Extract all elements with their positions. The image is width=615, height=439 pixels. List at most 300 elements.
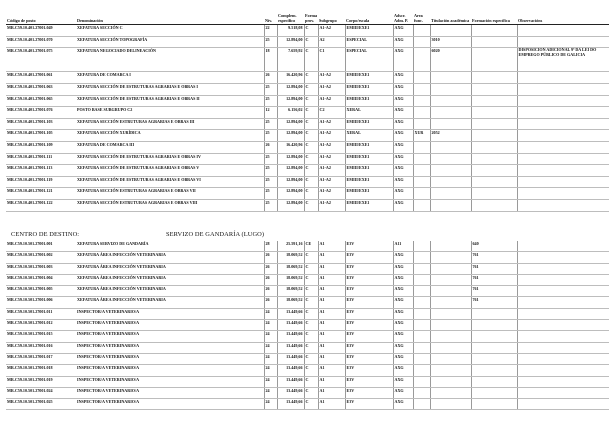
level-cell: 25 (264, 199, 277, 211)
functional-area-cell (413, 48, 430, 72)
provision-form-cell: C (304, 353, 318, 364)
position-code-cell: MR.C59.10.401.27001.111 (6, 153, 76, 165)
positions-table-livestock (6, 241, 609, 410)
corps-scale-cell: EMIII/EXE1 (345, 141, 393, 153)
academic-degree-cell (430, 353, 471, 364)
corps-scale-cell: EMIII/EXE1 (345, 118, 393, 130)
functional-area-cell (413, 72, 430, 84)
provision-form-cell: C (304, 252, 318, 263)
subgroup-cell: A1-A2 (318, 176, 345, 188)
level-cell: 25 (264, 176, 277, 188)
specific-training-cell (471, 83, 517, 95)
functional-area-cell (413, 165, 430, 177)
provision-form-cell: C (304, 365, 318, 376)
adscription-cell: AXG (393, 399, 413, 410)
denomination-cell: INSPECTOR/A VETERINARIO/A (76, 387, 264, 398)
adscription-cell: AXG (393, 36, 413, 48)
provision-form-cell: C (304, 320, 318, 331)
specific-complement-cell: 12.894,00 (277, 188, 304, 200)
table-row (6, 387, 609, 398)
corps-scale-cell: ESPECIAL (345, 48, 393, 72)
positions-table (6, 14, 609, 212)
denomination-cell: XEFATURA ÁREA INFECCIÓN VETERINARIA (76, 263, 264, 274)
level-cell: 24 (264, 342, 277, 353)
academic-degree-cell (430, 297, 471, 308)
table-row (6, 72, 609, 84)
corps-scale-cell: E3V (345, 353, 393, 364)
functional-area-cell (413, 141, 430, 153)
academic-degree-cell (430, 95, 471, 107)
subgroup-cell: C2 (318, 107, 345, 119)
table-row (6, 48, 609, 72)
observations-cell (517, 153, 609, 165)
denomination-cell: XEFATURA SECCIÓN ESTRUTURAS AGRARIAS E OBRAS III (76, 118, 264, 130)
functional-area-cell (413, 25, 430, 37)
position-code-cell: MR.C59.10.401.27001.061 (6, 72, 76, 84)
specific-training-cell (471, 188, 517, 200)
provision-form-cell: C (304, 376, 318, 387)
table-row (6, 130, 609, 142)
academic-degree-cell (430, 342, 471, 353)
specific-complement-cell: 12.894,00 (277, 83, 304, 95)
header-corps: Corpo/escala (345, 14, 393, 25)
observations-cell (517, 36, 609, 48)
specific-complement-cell: 25.591,16 (277, 241, 304, 252)
observations-cell (517, 72, 609, 84)
functional-area-cell (413, 188, 430, 200)
header-training: Formación específica (471, 14, 517, 25)
specific-complement-cell: 18.069,52 (277, 274, 304, 285)
denomination-cell: INSPECTOR/A VETERINARIO/A (76, 376, 264, 387)
provision-form-cell: C (304, 130, 318, 142)
specific-complement-cell: 18.069,52 (277, 297, 304, 308)
provision-form-cell: C (304, 153, 318, 165)
level-cell: 25 (264, 36, 277, 48)
table-row (6, 241, 609, 252)
observations-cell (517, 399, 609, 410)
specific-complement-cell: 18.069,52 (277, 263, 304, 274)
provision-form-cell: C (304, 263, 318, 274)
corps-scale-cell: XERAL (345, 107, 393, 119)
subgroup-cell: C1 (318, 48, 345, 72)
specific-training-cell: 761 (471, 252, 517, 263)
denomination-cell: XEFATURA DE COMARCA I (76, 72, 264, 84)
academic-degree-cell (430, 387, 471, 398)
specific-training-cell (471, 95, 517, 107)
observations-cell (517, 118, 609, 130)
academic-degree-cell (430, 320, 471, 331)
specific-complement-cell: 13.449,66 (277, 331, 304, 342)
table-row (6, 118, 609, 130)
table-row (6, 286, 609, 297)
denomination-cell: XEFATURA SECCIÓN ESTRUTURAS AGRARIAS E OBRAS VII (76, 188, 264, 200)
specific-complement-cell: 12.894,00 (277, 153, 304, 165)
specific-training-cell: 761 (471, 286, 517, 297)
specific-complement-cell: 18.069,52 (277, 252, 304, 263)
specific-training-cell (471, 342, 517, 353)
subgroup-cell: A1 (318, 241, 345, 252)
level-cell: 26 (264, 72, 277, 84)
functional-area-cell (413, 199, 430, 211)
specific-training-cell (471, 365, 517, 376)
academic-degree-cell: 6020 (430, 48, 471, 72)
specific-complement-cell: 13.449,66 (277, 308, 304, 319)
specific-training-cell (471, 331, 517, 342)
subgroup-cell: A1-A2 (318, 118, 345, 130)
specific-training-cell (471, 320, 517, 331)
header-subgroup: Subgrupo (318, 14, 345, 25)
academic-degree-cell (430, 241, 471, 252)
provision-form-cell: C (304, 118, 318, 130)
academic-degree-cell: 3010 (430, 36, 471, 48)
functional-area-cell (413, 36, 430, 48)
header-code: Código de posto (6, 14, 76, 25)
subgroup-cell: A1-A2 (318, 165, 345, 177)
level-cell: 28 (264, 241, 277, 252)
provision-form-cell: C (304, 36, 318, 48)
specific-training-cell (471, 399, 517, 410)
corps-scale-cell: E3V (345, 241, 393, 252)
observations-cell (517, 141, 609, 153)
academic-degree-cell (430, 165, 471, 177)
specific-complement-cell: 13.449,66 (277, 353, 304, 364)
position-code-cell: MR.C59.10.501.27001.001 (6, 241, 76, 252)
position-code-cell: MR.C59.10.501.27001.018 (6, 365, 76, 376)
adscription-cell: AXG (393, 165, 413, 177)
table-row (6, 320, 609, 331)
subgroup-cell: A1-A2 (318, 25, 345, 37)
denomination-cell: XEFATURA SECCIÓN DE ESTRUTURAS AGRARIAS E OBRAS V (76, 165, 264, 177)
table-row (6, 308, 609, 319)
academic-degree-cell (430, 376, 471, 387)
position-code-cell: MR.C59.10.501.27001.002 (6, 252, 76, 263)
provision-form-cell: CE (304, 241, 318, 252)
corps-scale-cell: E3V (345, 274, 393, 285)
functional-area-cell (413, 387, 430, 398)
level-cell: 24 (264, 399, 277, 410)
specific-complement-cell: 6.156,02 (277, 107, 304, 119)
denomination-cell: INSPECTOR/A VETERINARIO/A (76, 365, 264, 376)
level-cell: 26 (264, 263, 277, 274)
subgroup-cell: A1-A2 (318, 153, 345, 165)
level-cell: 26 (264, 297, 277, 308)
denomination-cell: XEFATURA ÁREA INFECCIÓN VETERINARIA (76, 286, 264, 297)
academic-degree-cell (430, 107, 471, 119)
corps-scale-cell: E3V (345, 320, 393, 331)
level-cell: 26 (264, 286, 277, 297)
position-code-cell: MR.C59.10.401.27001.105 (6, 130, 76, 142)
denomination-cell: XEFATURA SECCIÓN C (76, 25, 264, 37)
specific-training-cell (471, 36, 517, 48)
denomination-cell: INSPECTOR/A VETERINARIO/A (76, 342, 264, 353)
provision-form-cell: C (304, 399, 318, 410)
corps-scale-cell: E3V (345, 252, 393, 263)
position-code-cell: MR.C59.10.501.27001.025 (6, 399, 76, 410)
subgroup-cell: A1 (318, 365, 345, 376)
specific-complement-cell: 16.420,96 (277, 72, 304, 84)
subgroup-cell: A1 (318, 286, 345, 297)
academic-degree-cell (430, 25, 471, 37)
position-code-cell: MR.C59.10.501.27001.015 (6, 331, 76, 342)
provision-form-cell: C (304, 274, 318, 285)
adscription-cell: AXG (393, 130, 413, 142)
table-row (6, 83, 609, 95)
header-degree: Titulación académica (430, 14, 471, 25)
position-code-cell: MR.C59.10.401.27001.049 (6, 25, 76, 37)
table-header-row (6, 14, 609, 25)
level-cell: 25 (264, 188, 277, 200)
specific-complement-cell: 12.894,00 (277, 176, 304, 188)
adscription-cell: AXG (393, 365, 413, 376)
functional-area-cell (413, 107, 430, 119)
position-code-cell: MR.C59.10.401.27001.063 (6, 83, 76, 95)
subgroup-cell: A1-A2 (318, 130, 345, 142)
subgroup-cell: A1 (318, 331, 345, 342)
functional-area-cell: XUR (413, 130, 430, 142)
denomination-cell: XEFATURA SECCIÓN XURÍDICA (76, 130, 264, 142)
corps-scale-cell: E3V (345, 376, 393, 387)
corps-scale-cell: XERAL (345, 130, 393, 142)
table-row (6, 342, 609, 353)
table-row (6, 36, 609, 48)
adscription-cell: AXG (393, 263, 413, 274)
denomination-cell: INSPECTOR/A VETERINARIO/A (76, 399, 264, 410)
functional-area-cell (413, 320, 430, 331)
corps-scale-cell: EMIII/EXE1 (345, 95, 393, 107)
level-cell: 24 (264, 376, 277, 387)
functional-area-cell (413, 353, 430, 364)
denomination-cell: XEFATURA ÁREA INFECCIÓN VETERINARIA (76, 297, 264, 308)
specific-training-cell (471, 176, 517, 188)
provision-form-cell: C (304, 286, 318, 297)
position-code-cell: MR.C59.10.501.27001.024 (6, 387, 76, 398)
functional-area-cell (413, 365, 430, 376)
specific-training-cell (471, 199, 517, 211)
subgroup-cell: A1 (318, 263, 345, 274)
corps-scale-cell: E3V (345, 263, 393, 274)
header-adscription: Adscr. Adm. P. (393, 14, 413, 25)
position-code-cell: MR.C59.10.501.27001.016 (6, 342, 76, 353)
subgroup-cell: A1-A2 (318, 95, 345, 107)
subgroup-cell: A1 (318, 376, 345, 387)
subgroup-cell: A1-A2 (318, 83, 345, 95)
functional-area-cell (413, 118, 430, 130)
adscription-cell: AXG (393, 308, 413, 319)
functional-area-cell (413, 252, 430, 263)
observations-cell (517, 130, 609, 142)
subgroup-cell: A1 (318, 320, 345, 331)
table-row (6, 95, 609, 107)
subgroup-cell: A1-A2 (318, 141, 345, 153)
specific-complement-cell: 13.449,66 (277, 399, 304, 410)
denomination-cell: XEFATURA SECCIÓN ESTRUTURAS AGRARIAS E OBRAS VIII (76, 199, 264, 211)
subgroup-cell: A1 (318, 297, 345, 308)
corps-scale-cell: EMIII/EXE1 (345, 188, 393, 200)
specific-training-cell (471, 153, 517, 165)
level-cell: 12 (264, 107, 277, 119)
subgroup-cell: A1 (318, 399, 345, 410)
specific-complement-cell: 16.420,96 (277, 141, 304, 153)
corps-scale-cell: E3V (345, 286, 393, 297)
specific-complement-cell: 12.894,00 (277, 36, 304, 48)
corps-scale-cell: EMIII/EXE1 (345, 25, 393, 37)
table-row (6, 141, 609, 153)
academic-degree-cell (430, 252, 471, 263)
position-code-cell: MR.C59.10.501.27001.003 (6, 263, 76, 274)
academic-degree-cell (430, 286, 471, 297)
level-cell: 26 (264, 274, 277, 285)
table-row (6, 365, 609, 376)
functional-area-cell (413, 331, 430, 342)
observations-cell (517, 83, 609, 95)
adscription-cell: AXG (393, 176, 413, 188)
level-cell: 24 (264, 387, 277, 398)
provision-form-cell: C (304, 199, 318, 211)
observations-cell (517, 252, 609, 263)
specific-training-cell: 761 (471, 274, 517, 285)
position-code-cell: MR.C59.10.501.27001.004 (6, 274, 76, 285)
specific-complement-cell: 13.449,66 (277, 365, 304, 376)
specific-training-cell: 761 (471, 263, 517, 274)
specific-training-cell (471, 72, 517, 84)
corps-scale-cell: E3V (345, 387, 393, 398)
level-cell: 25 (264, 118, 277, 130)
specific-training-cell (471, 308, 517, 319)
specific-complement-cell: 12.894,00 (277, 95, 304, 107)
denomination-cell: INSPECTOR/A VETERINARIO/A (76, 320, 264, 331)
position-code-cell: MR.C59.10.401.27001.119 (6, 176, 76, 188)
position-code-cell: MR.C59.10.501.27001.012 (6, 320, 76, 331)
functional-area-cell (413, 342, 430, 353)
subgroup-cell: A2 (318, 36, 345, 48)
adscription-cell: AXG (393, 83, 413, 95)
position-code-cell: MR.C59.10.401.27001.076 (6, 107, 76, 119)
provision-form-cell: C (304, 387, 318, 398)
adscription-cell: AXG (393, 95, 413, 107)
provision-form-cell: C (304, 297, 318, 308)
table-row (6, 274, 609, 285)
observations-cell (517, 263, 609, 274)
provision-form-cell: C (304, 95, 318, 107)
table-row (6, 199, 609, 211)
header-provision: Forma prov. (304, 14, 318, 25)
header-complement: Complem. específico (277, 14, 304, 25)
adscription-cell: AXG (393, 107, 413, 119)
level-cell: 25 (264, 130, 277, 142)
specific-training-cell (471, 107, 517, 119)
level-cell: 25 (264, 153, 277, 165)
academic-degree-cell (430, 274, 471, 285)
level-cell: 25 (264, 165, 277, 177)
position-code-cell: MR.C59.10.401.27001.075 (6, 48, 76, 72)
specific-complement-cell: 13.449,66 (277, 320, 304, 331)
observations-cell (517, 274, 609, 285)
level-cell: 25 (264, 95, 277, 107)
specific-complement-cell: 7.659,92 (277, 48, 304, 72)
adscription-cell: AXG (393, 118, 413, 130)
adscription-cell: AXG (393, 320, 413, 331)
denomination-cell: XEFATURA SECCIÓN TOPOGRAFÍA (76, 36, 264, 48)
observations-cell (517, 342, 609, 353)
academic-degree-cell (430, 118, 471, 130)
subgroup-cell: A1 (318, 342, 345, 353)
functional-area-cell (413, 274, 430, 285)
observations-cell (517, 107, 609, 119)
specific-training-cell (471, 118, 517, 130)
specific-complement-cell: 9.518,08 (277, 25, 304, 37)
level-cell: 24 (264, 308, 277, 319)
functional-area-cell (413, 95, 430, 107)
denomination-cell: INSPECTOR/A VETERINARIO/A (76, 353, 264, 364)
specific-complement-cell: 12.894,00 (277, 130, 304, 142)
table-row (6, 107, 609, 119)
adscription-cell: AXG (393, 353, 413, 364)
provision-form-cell: C (304, 176, 318, 188)
table-row (6, 252, 609, 263)
observations-cell (517, 199, 609, 211)
denomination-cell: POSTO BASE SUBGRUPO C2 (76, 107, 264, 119)
table-row (6, 376, 609, 387)
functional-area-cell (413, 241, 430, 252)
position-code-cell: MR.C59.10.401.27001.113 (6, 165, 76, 177)
provision-form-cell: C (304, 141, 318, 153)
observations-cell (517, 241, 609, 252)
subgroup-cell: A1 (318, 308, 345, 319)
table-row (6, 353, 609, 364)
adscription-cell: AXG (393, 286, 413, 297)
table-row (6, 153, 609, 165)
specific-training-cell (471, 130, 517, 142)
adscription-cell: AXG (393, 342, 413, 353)
specific-training-cell (471, 141, 517, 153)
position-code-cell: MR.C59.10.401.27001.122 (6, 199, 76, 211)
academic-degree-cell (430, 141, 471, 153)
table-row (6, 331, 609, 342)
corps-scale-cell: E3V (345, 331, 393, 342)
provision-form-cell: C (304, 331, 318, 342)
observations-cell (517, 320, 609, 331)
denomination-cell: XEFATURA SECCIÓN DE ESTRUTURAS AGRARIAS E OBRAS IV (76, 153, 264, 165)
specific-training-cell: 761 (471, 297, 517, 308)
observations-cell (517, 387, 609, 398)
denomination-cell: XEFATURA SECCIÓN DE ESTRUTURAS AGRARIAS E OBRAS VI (76, 176, 264, 188)
functional-area-cell (413, 308, 430, 319)
specific-complement-cell: 12.894,00 (277, 118, 304, 130)
header-area: Área func. (413, 14, 430, 25)
academic-degree-cell (430, 83, 471, 95)
subgroup-cell: A1-A2 (318, 188, 345, 200)
denomination-cell: XEFATURA DE COMARCA III (76, 141, 264, 153)
level-cell: 24 (264, 331, 277, 342)
position-code-cell: MR.C59.10.401.27001.103 (6, 118, 76, 130)
denomination-cell: XEFATURA SECCIÓN DE ESTRUTURAS AGRARIAS E OBRAS II (76, 95, 264, 107)
academic-degree-cell (430, 153, 471, 165)
specific-training-cell: 640 (471, 241, 517, 252)
academic-degree-cell (430, 263, 471, 274)
level-cell: 22 (264, 25, 277, 37)
adscription-cell: AXG (393, 297, 413, 308)
corps-scale-cell: EMIII/EXE1 (345, 199, 393, 211)
specific-training-cell (471, 387, 517, 398)
table-row (6, 188, 609, 200)
specific-complement-cell: 13.449,66 (277, 342, 304, 353)
academic-degree-cell (430, 176, 471, 188)
provision-form-cell: C (304, 48, 318, 72)
subgroup-cell: A1 (318, 387, 345, 398)
specific-training-cell (471, 165, 517, 177)
header-observations: Observacións (517, 14, 609, 25)
corps-scale-cell: EMIII/EXE1 (345, 83, 393, 95)
